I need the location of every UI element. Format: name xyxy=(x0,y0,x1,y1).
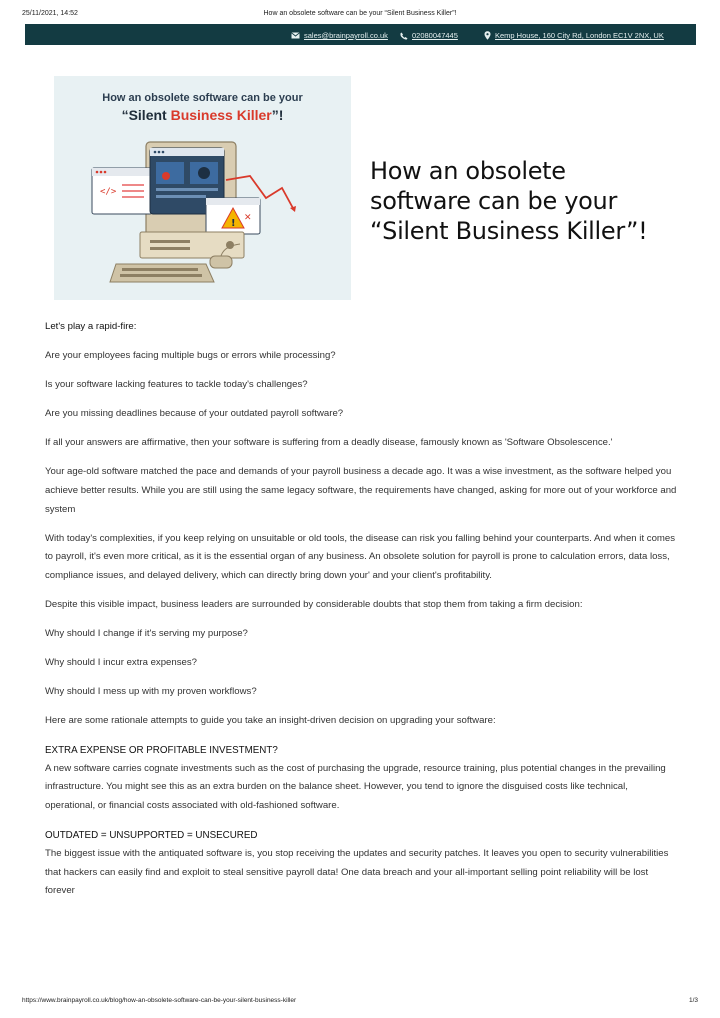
article-paragraph: Your age-old software matched the pace and demands of your payroll business a decade ago. It was a wise investment, as the software helped you achieve better results. While you are still using the same legacy software, the requirements have changed, asking for more out of your workforce and system xyxy=(45,466,677,515)
article-paragraph: Are your employees facing multiple bugs or errors while processing? xyxy=(45,350,336,362)
phone-icon xyxy=(400,32,408,40)
hero-caption-highlight: Business Killer xyxy=(170,107,272,123)
hero-caption-close: ”! xyxy=(271,107,284,123)
article-paragraph: Why should I mess up with my proven workflows? xyxy=(45,686,257,698)
email-link[interactable]: sales@brainpayroll.co.uk xyxy=(304,31,388,40)
envelope-icon xyxy=(291,32,300,39)
svg-text:✕: ✕ xyxy=(244,212,252,222)
svg-text:</>: </> xyxy=(100,187,117,197)
address-link[interactable]: Kemp House, 160 City Rd, London EC1V 2NX, UK xyxy=(495,31,664,40)
article-paragraph: With today's complexities, if you keep relying on unsuitable or old tools, the disease can risk you falling behind your counterparts. And when it comes to payroll, it's even more critical, as it is the essential organ of any business. An obsolete solution for payroll is prone to calculation errors, data loss, compliance issues, and delayed delivery, which can directly bring down your' and your client's profitability. xyxy=(45,532,676,581)
phone-contact xyxy=(400,31,458,40)
article-paragraph: Are you missing deadlines because of your outdated payroll software? xyxy=(45,408,344,420)
section-body: The biggest issue with the antiquated software is, you stop receiving the updates and security patches. It leaves you open to security vulnerabilities that hackers can easily find and exploit to steal sensitive payroll data! One data breach and your all-important selling point reliability will be lost forever xyxy=(45,848,669,897)
article-paragraph: Why should I change if it's serving my purpose? xyxy=(45,628,248,640)
article-body xyxy=(45,318,680,913)
article-paragraph: Despite this visible impact, business leaders are surrounded by considerable doubts that stop them from taking a firm decision: xyxy=(45,599,583,611)
address-contact xyxy=(484,31,664,40)
article-section xyxy=(45,827,680,901)
computer-illustration xyxy=(54,76,351,300)
print-header xyxy=(22,10,698,22)
print-url: https://www.brainpayroll.co.uk/blog/how-an-obsolete-software-can-be-your-silent-business-killer xyxy=(22,997,297,1004)
article-title: How an obsolete software can be your “Silent Business Killer”! xyxy=(370,157,648,246)
section-body: A new software carries cognate investments such as the cost of purchasing the upgrade, resource training, plus potential changes in the prevailing infrastructure. You might see this as an extra burden on the balance sheet. However, you tend to ignore the disguised costs like technical, operational, or financial costs associated with old-fashioned software. xyxy=(45,762,666,811)
hero-caption-line1: How an obsolete software can be your xyxy=(102,92,303,104)
article-lead: Let's play a rapid-fire: xyxy=(45,321,137,332)
article-paragraph: If all your answers are affirmative, then your software is suffering from a deadly disease, famously known as 'Software Obsolescence.' xyxy=(45,437,613,449)
email-contact xyxy=(291,31,388,40)
hero-caption-open: “Silent xyxy=(121,107,171,123)
article-paragraph: Why should I incur extra expenses? xyxy=(45,657,197,669)
print-page-number: 1/3 xyxy=(688,997,698,1004)
print-date: 25/11/2021, 14:52 xyxy=(22,10,78,17)
article-paragraph: Is your software lacking features to tackle today's challenges? xyxy=(45,379,308,391)
contact-bar xyxy=(25,24,696,45)
section-heading: OUTDATED = UNSUPPORTED = UNSECURED xyxy=(45,830,258,842)
phone-link[interactable]: 02080047445 xyxy=(412,31,458,40)
svg-text:!: ! xyxy=(231,218,236,229)
article-section xyxy=(45,742,680,816)
hero-illustration xyxy=(54,76,351,300)
section-heading: EXTRA EXPENSE OR PROFITABLE INVESTMENT? xyxy=(45,744,278,756)
print-title: How an obsolete software can be your “Silent Business Killer”! xyxy=(263,10,457,17)
article-paragraph: Here are some rationale attempts to guide you take an insight-driven decision on upgrading your software: xyxy=(45,715,496,727)
map-pin-icon xyxy=(484,31,491,40)
